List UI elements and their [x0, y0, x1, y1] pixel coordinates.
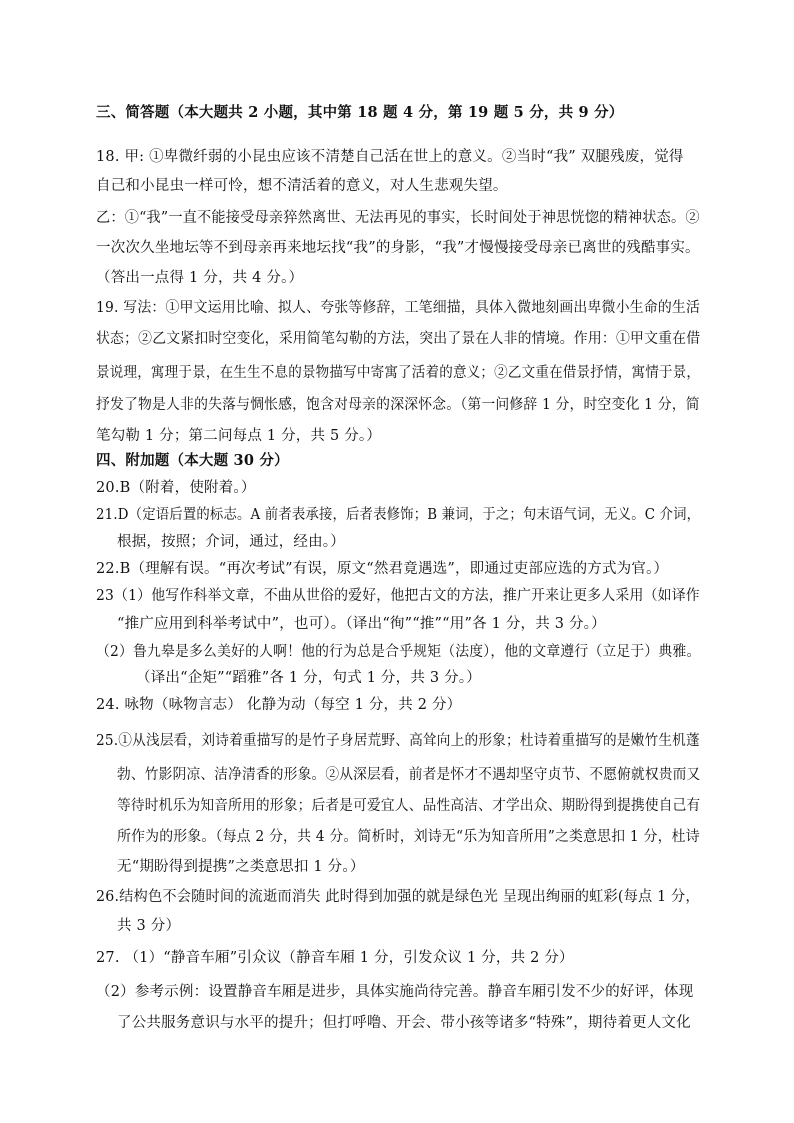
answer-line: 根据，按照；介词，通过，经由。） [117, 534, 345, 550]
answer-line: 自己和小昆虫一样可怜，想不清活着的意义，对人生悲观失望。 [96, 178, 508, 194]
answer-line: （2）鲁九皋是多么美好的人啊！他的行为总是合乎规矩（法度），他的文章遵行（立足于）典雅。 [96, 644, 701, 660]
answer-line: 景说理，寓理于景，在生生不息的景物描写中寄寓了活着的意义；②乙文重在借景抒情，寓情于景， [96, 365, 701, 381]
answer-line: 乙：①“我”一直不能接受母亲猝然离世、无法再见的事实，长时间处于神思恍惚的精神状态。② [96, 210, 700, 226]
answer-line: 共 3 分） [117, 918, 181, 934]
answer-line: 状态；②乙文紧扣时空变化，采用简笔勾勒的方法，突出了景在人非的情境。作用：①甲文重在借 [96, 331, 701, 347]
answer-line: 抒发了物是人非的失落与惆怅感，饱含对母亲的深深怀念。（第一问修辞 1 分，时空变化 1 分，简 [96, 397, 700, 413]
answer-line: “推广应用到科举考试中”，也可）。（译出“徇”“推”“用”各 1 分，共 3 分。） [117, 616, 606, 632]
answer-line: 19. 写法：①甲文运用比喻、拟人、夸张等修辞，工笔细描，具体入微地刻画出卑微小生命的生活 [96, 300, 701, 316]
answer-line: 18. 甲: ①卑微纤弱的小昆虫应该不清楚自己活在世上的意义。②当时“我” 双腿残废，觉得 [96, 149, 684, 165]
answer-line: 25.①从浅层看，刘诗着重描写的是竹子身居荒野、高耸向上的形象；杜诗着重描写的是嫩竹生机蓬 [96, 733, 700, 749]
answer-line: 勃、竹影阴凉、洁净清香的形象。②从深层看，前者是怀才不遇却坚守贞节、不愿俯就权贵而又 [117, 767, 701, 783]
answer-20: 20.B（附着，使附着。） [96, 480, 256, 496]
answer-line: 23（1）他写作科举文章，不曲从世俗的爱好，他把古文的方法，推广开来让更多人采用（如译作 [96, 588, 700, 604]
answer-line: 27. （1）“静音车厢”引众议（静音车厢 1 分，引发众议 1 分，共 2 分） [96, 950, 574, 966]
answer-line: 21.D（定语后置的标志。A 前者表承接，后者表修饰；B 兼词，于之；句末语气词，无义。C 介词， [96, 507, 701, 523]
section-heading-3: 三、简答题（本大题共 2 小题，其中第 18 题 4 分，第 19 题 5 分，共 9 分） [96, 104, 624, 121]
answer-line: 无“期盼得到提携”之类意思扣 1 分。） [117, 859, 365, 875]
answer-line: （2）参考示例：设置静音车厢是进步，具体实施尚待完善。静音车厢引发不少的好评，体现 [96, 984, 694, 1000]
answer-22: 22.B（理解有误。“再次考试”有误，原文“然君竟遇选”，即通过吏部应选的方式为官。） [96, 561, 669, 577]
answer-24: 24. 咏物（咏物言志） 化静为动（每空 1 分，共 2 分） [96, 697, 462, 713]
answer-line: 26.结构色不会随时间的流逝而消失 此时得到加强的就是绿色光 呈现出绚丽的虹彩(每点 1 分， [96, 889, 700, 905]
answer-line: （译出“企矩”“蹈雅”各 1 分，句式 1 分，共 3 分。） [136, 670, 481, 686]
answer-line: 笔勾勒 1 分；第二问每点 1 分，共 5 分。） [96, 428, 382, 444]
answer-line: 一次次久坐地坛等不到母亲再来地坛找“我”的身影，“我”才慢慢接受母亲已离世的残酷事实。 [96, 240, 700, 256]
answer-line: 等待时机乐为知音所用的形象；后者是可爱宜人、品性高洁、才学出众、期盼得到提携使自己有 [117, 798, 701, 814]
answer-line: 所作为的形象。（每点 2 分，共 4 分。简析时，刘诗无“乐为知音所用”之类意思扣 1 分，杜诗 [117, 829, 700, 845]
answer-line: 了公共服务意识与水平的提升；但打呼噜、开会、带小孩等诸多“特殊”，期待着更人文化 [117, 1015, 691, 1031]
answer-line: （答出一点得 1 分，共 4 分。） [96, 270, 304, 286]
section-heading-4: 四、附加题（本大题 30 分） [96, 452, 289, 469]
